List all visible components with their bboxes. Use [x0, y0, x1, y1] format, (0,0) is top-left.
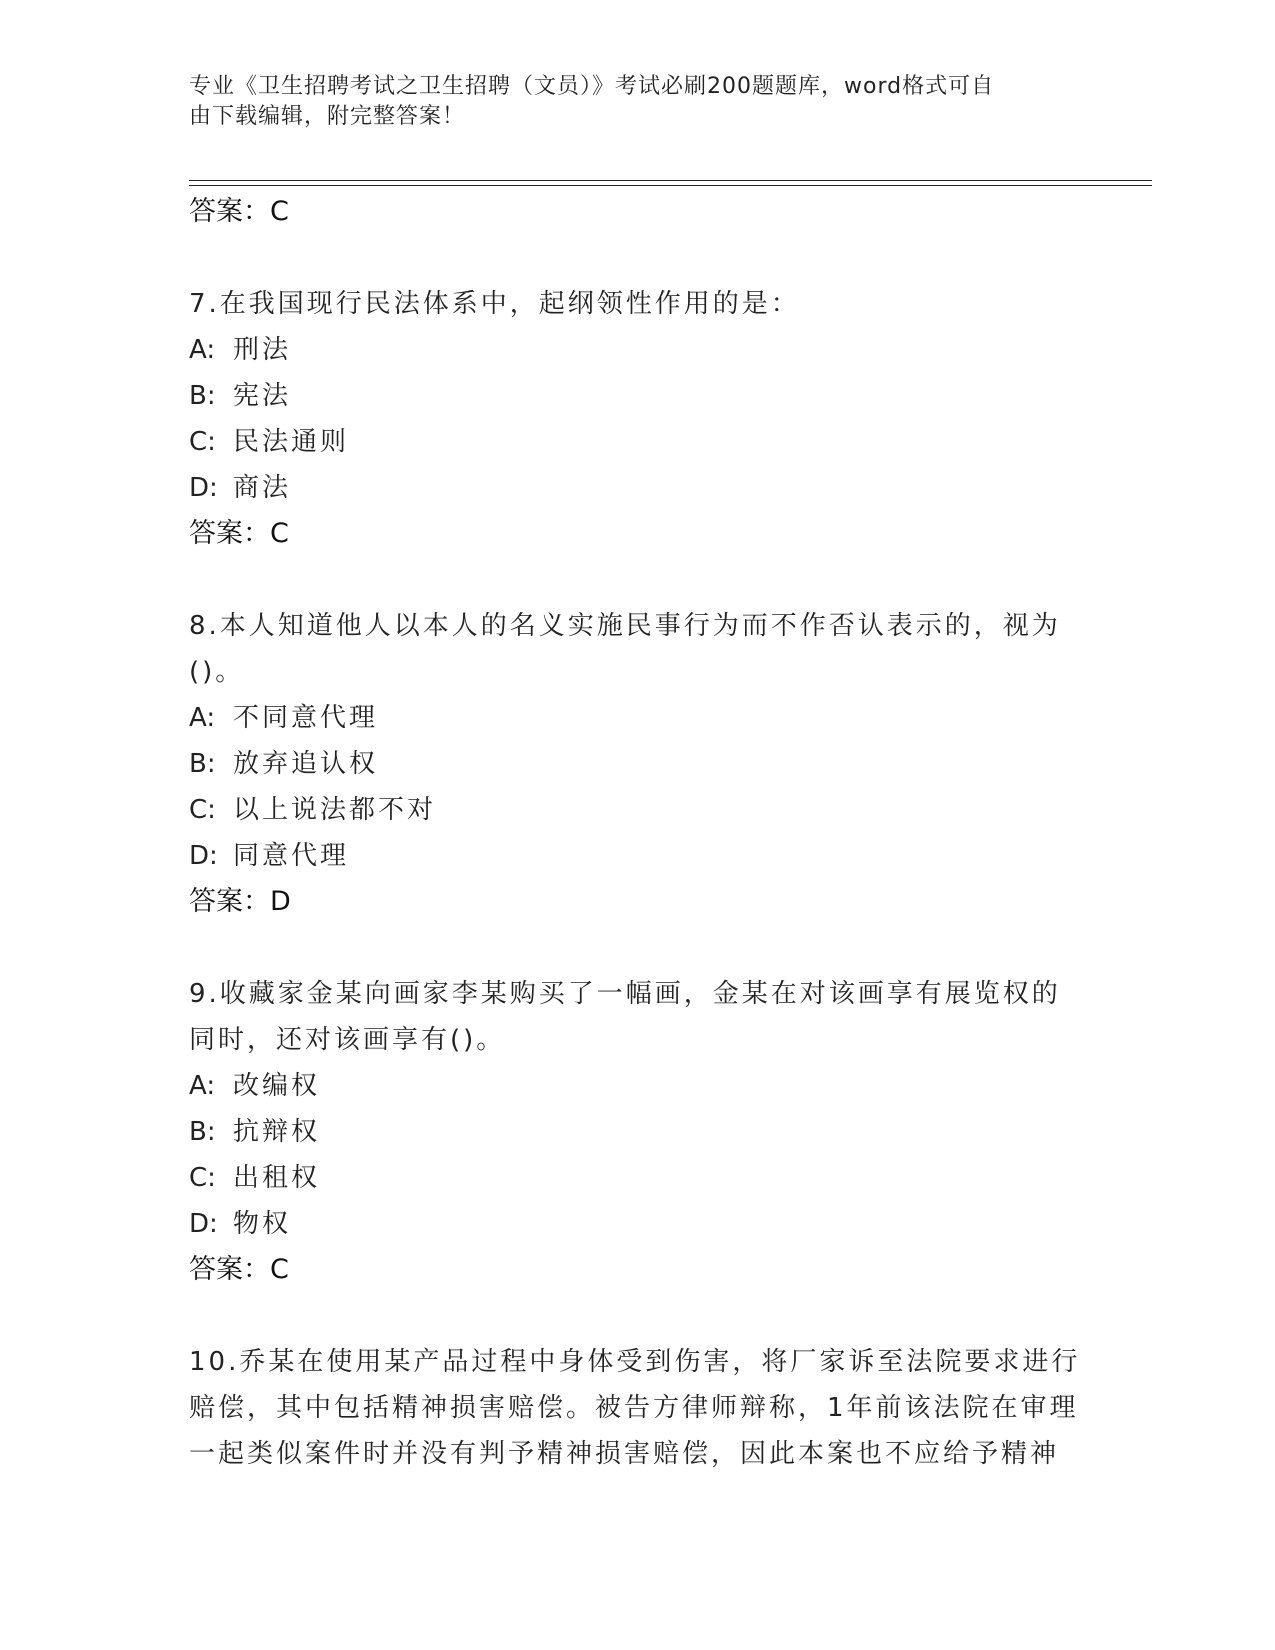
option-d	[189, 1201, 1089, 1247]
option-letter: B:	[189, 381, 216, 411]
option-a	[189, 327, 1089, 373]
header-line-2: 由下载编辑，附完整答案！	[189, 104, 466, 129]
header-rule-bottom	[189, 185, 1152, 186]
answer-line: 答案：C	[189, 518, 289, 549]
option-c	[189, 419, 1089, 465]
option-letter: C:	[189, 427, 216, 457]
option-text: 宪法	[233, 381, 292, 411]
option-b	[189, 373, 1089, 419]
question-stem: 7.在我国现行民法体系中，起纲领性作用的是：	[189, 289, 800, 319]
option-letter: A:	[189, 1071, 216, 1101]
option-letter: C:	[189, 795, 216, 825]
question-8	[189, 603, 1089, 925]
answer-line: 答案：D	[189, 886, 291, 917]
option-text: 出租权	[233, 1163, 321, 1193]
question-10	[189, 1339, 1089, 1477]
question-stem-line-1: 9.收藏家金某向画家李某购买了一幅画，金某在对该画享有展览权的	[189, 979, 1061, 1009]
option-text: 不同意代理	[233, 703, 379, 733]
option-letter: D:	[189, 1209, 218, 1239]
option-d	[189, 833, 1089, 879]
option-letter: D:	[189, 473, 218, 503]
option-c	[189, 1155, 1089, 1201]
option-letter: A:	[189, 703, 216, 733]
question-list	[189, 189, 1089, 1477]
option-c	[189, 787, 1089, 833]
question-9	[189, 971, 1089, 1293]
option-letter: C:	[189, 1163, 216, 1193]
question-stem-line-1: 8.本人知道他人以本人的名义实施民事行为而不作否认表示的，视为	[189, 611, 1061, 641]
question-7	[189, 281, 1089, 557]
option-text: 以上说法都不对	[233, 795, 437, 825]
question-stem-line-1: 10.乔某在使用某产品过程中身体受到伤害，将厂家诉至法院要求进行	[189, 1347, 1081, 1377]
previous-answer: 答案：C	[189, 196, 289, 227]
option-text: 抗辩权	[233, 1117, 321, 1147]
option-text: 民法通则	[233, 427, 350, 457]
question-stem-line-2: ()。	[189, 657, 245, 687]
option-letter: B:	[189, 1117, 216, 1147]
header-rule-top	[189, 180, 1152, 181]
option-letter: A:	[189, 335, 216, 365]
option-letter: D:	[189, 841, 218, 871]
question-stem-line-2: 赔偿，其中包括精神损害赔偿。被告方律师辩称，1年前该法院在审理	[189, 1393, 1079, 1423]
question-stem-line-3: 一起类似案件时并没有判予精神损害赔偿，因此本案也不应给予精神	[189, 1439, 1060, 1469]
question-stem-line-2: 同时，还对该画享有()。	[189, 1025, 506, 1055]
option-b	[189, 1109, 1089, 1155]
option-text: 刑法	[233, 335, 292, 365]
option-d	[189, 465, 1089, 511]
page-header	[189, 72, 1089, 132]
option-text: 放弃追认权	[233, 749, 379, 779]
option-a	[189, 1063, 1089, 1109]
answer-line: 答案：C	[189, 1254, 289, 1285]
option-text: 改编权	[233, 1071, 321, 1101]
option-text: 同意代理	[233, 841, 350, 871]
option-text: 物权	[233, 1209, 292, 1239]
option-text: 商法	[233, 473, 292, 503]
option-a	[189, 695, 1089, 741]
option-b	[189, 741, 1089, 787]
option-letter: B:	[189, 749, 216, 779]
header-line-1: 专业《卫生招聘考试之卫生招聘（文员）》考试必刷200题题库，word格式可自	[189, 74, 995, 99]
